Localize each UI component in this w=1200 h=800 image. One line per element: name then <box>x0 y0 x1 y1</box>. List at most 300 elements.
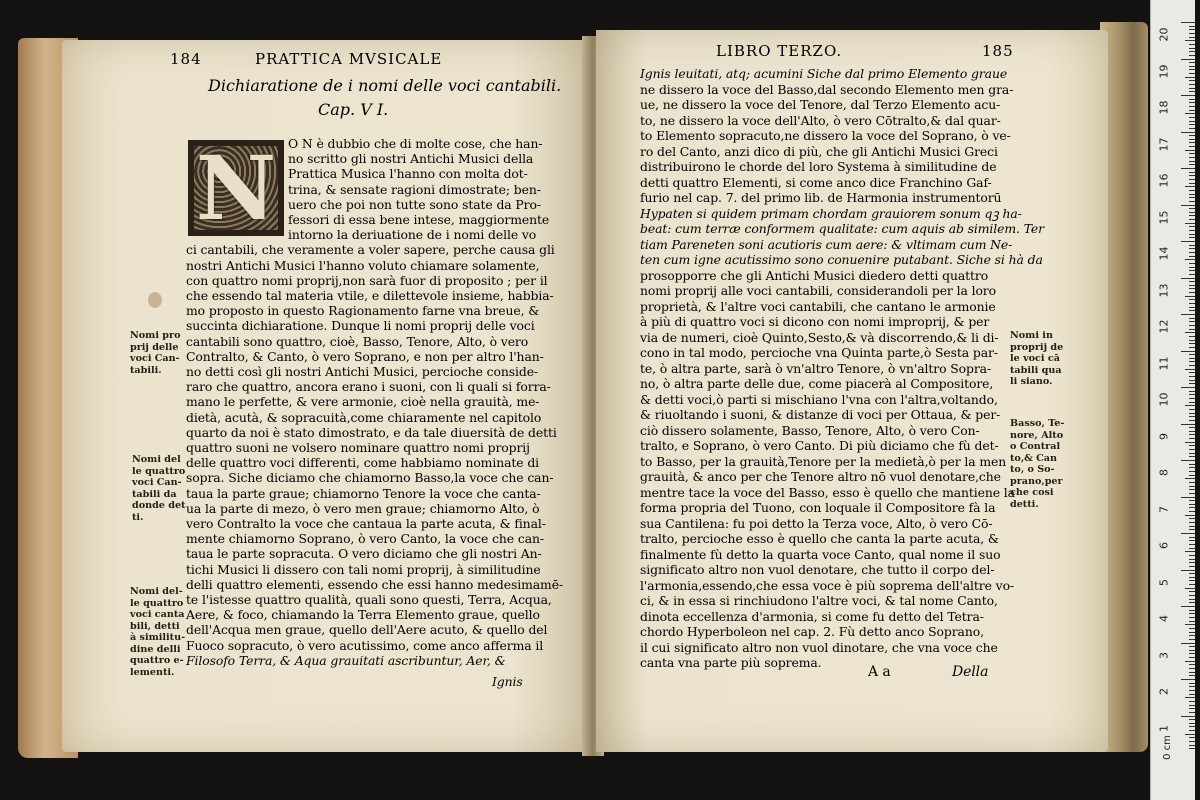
ruler-tick <box>1181 679 1195 680</box>
ruler-tick <box>1189 139 1195 140</box>
ruler-tick <box>1189 44 1195 45</box>
ruler-tick <box>1189 91 1195 92</box>
ruler-number: 8 <box>1157 469 1171 476</box>
ruler-tick <box>1189 500 1195 501</box>
margin-note-line: to, o So- <box>1010 464 1055 475</box>
ruler-tick <box>1189 102 1195 103</box>
text-line: no scritto gli nostri Antichi Musici della <box>288 151 534 167</box>
ruler-tick <box>1189 267 1195 268</box>
ruler-tick <box>1189 84 1195 85</box>
text-line: distribuirono le chorde del loro Systema à similitudine de <box>640 159 997 174</box>
ruler-tick <box>1189 26 1195 27</box>
ruler-tick <box>1189 288 1195 289</box>
ruler-tick <box>1189 270 1195 271</box>
ruler-tick <box>1189 559 1195 560</box>
ruler-tick <box>1189 37 1195 38</box>
text-line: ciò dissero solamente, Basso, Tenore, Alto, ò vero Con- <box>640 422 980 438</box>
ruler-tick <box>1189 471 1195 472</box>
ruler-tick <box>1181 59 1195 60</box>
margin-note-line: Basso, Te- <box>1010 418 1065 429</box>
ruler-tick <box>1189 274 1195 275</box>
ruler-tick <box>1189 730 1195 731</box>
ruler-tick <box>1189 110 1195 111</box>
ruler-tick <box>1189 62 1195 63</box>
text-line: che essendo tal materia vtile, e dilettevole insieme, habbia- <box>186 288 554 303</box>
ruler-tick <box>1189 164 1195 165</box>
margin-note-line: prano,per <box>1010 475 1063 487</box>
margin-note-line: lementi. <box>130 666 175 678</box>
ruler-tick <box>1189 48 1195 49</box>
ruler-tick <box>1189 303 1195 304</box>
text-line: intorno la deriuatione de i nomi delle vo <box>288 227 537 243</box>
text-line: vero Contralto la voce che cantaua la parte acuta, & final- <box>186 516 546 531</box>
ruler-tick <box>1189 708 1195 709</box>
ruler-tick <box>1189 179 1195 180</box>
ruler-tick <box>1189 664 1195 665</box>
ruler-tick <box>1189 748 1195 749</box>
ruler-tick <box>1189 292 1195 293</box>
text-line: finalmente fù detto la quarta voce Canto, qual nome il suo <box>640 546 1001 562</box>
ruler-tick <box>1189 562 1195 563</box>
ruler-number: 17 <box>1157 137 1171 151</box>
ruler-tick <box>1189 632 1195 633</box>
margin-note-line: prij delle <box>130 341 179 353</box>
ruler-number: 16 <box>1157 173 1171 188</box>
ruler-tick <box>1189 69 1195 70</box>
ruler-tick <box>1189 599 1195 600</box>
ruler-tick <box>1189 595 1195 596</box>
ruler-tick <box>1189 628 1195 629</box>
margin-note-line: che cosi <box>1010 487 1054 498</box>
text-line: detti quattro Elementi, si come anco dice Franchino Gaf- <box>640 174 992 190</box>
text-line: nostri Antichi Musici l'hanno voluto chiamare solamente, <box>186 257 540 273</box>
ruler-tick <box>1189 365 1195 366</box>
text-line: no, ò altra parte delle due, come piacerà al Compositore, <box>640 376 994 391</box>
ruler-tick <box>1189 639 1195 640</box>
text-line: ro del Canto, anzi dico di più, che gli Antichi Musici Greci <box>640 143 998 159</box>
ruler-tick <box>1189 635 1195 636</box>
left-running-head: PRATTICA MVSICALE <box>255 50 443 68</box>
ruler-tick <box>1181 278 1195 279</box>
ruler-tick <box>1189 245 1195 246</box>
ruler-unit: 0 cm <box>1161 735 1173 760</box>
ruler-number: 7 <box>1157 505 1171 513</box>
ruler-tick <box>1189 307 1195 308</box>
ruler-tick <box>1189 201 1195 202</box>
margin-note-line: à similitu- <box>130 632 186 643</box>
ruler-tick <box>1181 570 1195 571</box>
ruler-tick <box>1189 208 1195 209</box>
ruler-tick <box>1189 705 1195 706</box>
ruler-tick <box>1189 438 1195 439</box>
ruler-tick <box>1189 694 1195 695</box>
text-line: Contralto, & Canto, ò vero Soprano, e non per altro l'han- <box>186 348 544 364</box>
ruler-tick <box>1189 518 1195 519</box>
left-catchword: Ignis <box>492 674 523 689</box>
margin-note-line: tabili qua <box>1010 364 1062 376</box>
text-line: sopra. Siche diciamo che chiamorno Basso,la voce che can- <box>186 470 554 486</box>
text-line: dietà, acutà, & sopracuità,come chiaramente nel capitolo <box>186 409 542 425</box>
text-line: l'armonia,essendo,che essa voce è più soprema dell'altre vo- <box>640 577 1015 593</box>
chapter-label: Cap. V I. <box>318 100 389 119</box>
ruler-tick <box>1189 51 1195 52</box>
margin-note-line: li siano. <box>1010 376 1053 387</box>
ruler-tick <box>1189 106 1195 107</box>
right-catchword: Della <box>952 664 989 680</box>
ruler-tick <box>1181 533 1195 534</box>
ruler-tick <box>1189 256 1195 257</box>
ruler-tick <box>1189 157 1195 158</box>
ruler-tick <box>1189 318 1195 319</box>
ruler-tick <box>1189 33 1195 34</box>
ruler-number: 19 <box>1157 64 1171 78</box>
text-line: O N è dubbio che di molte cose, che han- <box>288 136 543 151</box>
ruler-tick <box>1189 66 1195 67</box>
ruler-number: 3 <box>1157 651 1171 659</box>
ruler-tick <box>1185 113 1195 114</box>
text-line: succinta dichiaratione. Dunque li nomi proprij delle voci <box>186 318 535 334</box>
ruler-number: 12 <box>1157 319 1171 334</box>
ruler-tick <box>1189 340 1195 341</box>
ruler-tick <box>1189 610 1195 611</box>
ruler-tick <box>1189 29 1195 30</box>
ruler-tick <box>1189 683 1195 684</box>
ruler-tick <box>1181 241 1195 242</box>
ruler-tick <box>1189 522 1195 523</box>
text-line: taua la parte graue; chiamorno Tenore la voce che canta- <box>186 485 541 501</box>
text-line: cantabili sono quattro, cioè, Basso, Tenore, Alto, ò vero <box>186 333 529 349</box>
text-line: to, ne dissero la voce dell'Alto, ò vero Cōtralto,& dal quar- <box>640 112 1001 128</box>
text-line: delli quattro elementi, essendo che essi hanno medesimamē- <box>186 576 564 592</box>
ruler-tick <box>1189 723 1195 724</box>
ruler-tick <box>1189 347 1195 348</box>
ruler-tick <box>1189 190 1195 191</box>
ruler-tick <box>1189 361 1195 362</box>
text-line: quattro suoni ne volsero nominare quattro nomi proprij <box>186 440 530 455</box>
margin-note-line: detti. <box>1010 498 1039 510</box>
ruler-tick <box>1185 259 1195 260</box>
ruler-tick <box>1189 234 1195 235</box>
ruler-tick <box>1189 197 1195 198</box>
text-line: forma propria del Tuono, con loquale il Compositore fà la <box>640 500 996 515</box>
ruler-tick <box>1189 194 1195 195</box>
ruler-number: 1 <box>1157 724 1171 732</box>
margin-note-line: tabili da <box>132 488 177 500</box>
ruler-tick <box>1181 132 1195 133</box>
ruler-tick <box>1189 653 1195 654</box>
ruler-tick <box>1189 464 1195 465</box>
margin-note-line: le quattro <box>130 597 184 609</box>
text-line: te l'istesse quattro qualità, quali sono questi, Terra, Acqua, <box>186 592 552 607</box>
ruler-number: 4 <box>1157 615 1171 622</box>
text-line: tralto, percioche esso è quello che canta la parte acuta, & <box>640 531 999 546</box>
ruler-tick <box>1189 212 1195 213</box>
text-line: con quattro nomi proprij,non sarà fuor di proposito ; per il <box>186 272 548 288</box>
ruler-tick <box>1189 577 1195 578</box>
ruler-tick <box>1189 358 1195 359</box>
ruler-tick <box>1181 95 1195 96</box>
ruler-number: 14 <box>1157 246 1171 261</box>
text-line: dell'Acqua men graue, quello dell'Aere acuto, & quello del <box>186 622 548 638</box>
ruler-number: 13 <box>1157 283 1171 297</box>
text-line: ci, & in essa si rinchiudono l'altre voci, & tal nome Canto, <box>640 593 998 608</box>
margin-note-line: nore, Alto <box>1010 429 1064 441</box>
ruler-tick <box>1181 497 1195 498</box>
text-line: canta vna parte più soprema. <box>640 655 822 670</box>
ruler-tick <box>1189 325 1195 326</box>
ruler-tick <box>1185 77 1195 78</box>
ruler-tick <box>1189 712 1195 713</box>
ruler-tick <box>1181 643 1195 644</box>
ruler-tick <box>1185 332 1195 333</box>
margin-note-line: tabili. <box>130 364 162 376</box>
ruler-tick <box>1189 172 1195 173</box>
ruler-tick <box>1189 219 1195 220</box>
ruler-tick <box>1189 230 1195 231</box>
ruler-tick <box>1189 153 1195 154</box>
ruler-tick <box>1181 716 1195 717</box>
ruler-tick <box>1185 150 1195 151</box>
ruler-tick <box>1189 434 1195 435</box>
ruler-tick <box>1189 183 1195 184</box>
text-line: raro che quattro, ancora erano i suoni, con li quali si forra- <box>186 379 551 395</box>
text-line: to Elemento sopracuto,ne dissero la voce del Soprano, ò ve- <box>640 128 1011 143</box>
ruler-tick <box>1181 387 1195 388</box>
margin-note-line: donde det <box>132 500 186 511</box>
text-line: ua la parte di mezo, ò vero men graue; chiamorno Alto, ò <box>186 500 540 516</box>
ruler-tick <box>1189 657 1195 658</box>
margin-note-line: voci canta <box>130 609 185 620</box>
ruler-tick <box>1189 402 1195 403</box>
ruler-tick <box>1189 73 1195 74</box>
ruler-tick <box>1181 606 1195 607</box>
ruler-tick <box>1189 453 1195 454</box>
ruler-tick <box>1189 646 1195 647</box>
text-line: mo proposto in questo Ragionamento farne vna breue, & <box>186 303 540 319</box>
ruler-tick <box>1185 624 1195 625</box>
ruler-tick <box>1189 285 1195 286</box>
ruler-tick <box>1189 726 1195 727</box>
ruler-tick <box>1189 161 1195 162</box>
ruler-tick <box>1189 299 1195 300</box>
ruler-tick <box>1189 486 1195 487</box>
ruler-tick <box>1185 588 1195 589</box>
text-line: to Basso, per la grauità,Tenore per la medietà,ò per la men <box>640 453 1007 469</box>
ruler-tick <box>1181 168 1195 169</box>
chapter-title: Dichiaratione de i nomi delle voci cantabili. <box>208 76 562 95</box>
text-line: cono in tal modo, percioche vna Quinta parte,ò Sesta par- <box>640 345 998 360</box>
margin-note-line: Nomi in <box>1010 330 1053 341</box>
ruler-tick <box>1189 237 1195 238</box>
ruler-tick <box>1189 675 1195 676</box>
ruler-tick <box>1189 690 1195 691</box>
ruler-tick <box>1189 621 1195 622</box>
initial-letter: N <box>195 136 277 240</box>
ruler-tick <box>1189 391 1195 392</box>
ruler-tick <box>1185 223 1195 224</box>
ruler-tick <box>1181 22 1195 23</box>
ruler-tick <box>1189 321 1195 322</box>
ruler-tick <box>1189 99 1195 100</box>
ruler-tick <box>1189 124 1195 125</box>
ruler-tick <box>1181 424 1195 425</box>
ruler-tick <box>1185 697 1195 698</box>
ruler-tick <box>1189 252 1195 253</box>
ruler-tick <box>1189 394 1195 395</box>
ruler-tick <box>1189 175 1195 176</box>
ruler-tick <box>1189 329 1195 330</box>
ruler-tick <box>1189 529 1195 530</box>
decorated-initial <box>188 136 284 240</box>
ruler-tick <box>1189 121 1195 122</box>
text-line: uero che poi non tutte sono state da Pro- <box>288 196 541 212</box>
ruler-tick <box>1189 416 1195 417</box>
text-line: tiam Pareneten soni acutioris cum aere: & vltimam cum Ne- <box>640 236 1013 252</box>
text-line: furio nel cap. 7. del primo lib. de Harmonia instrumentorū <box>640 190 1002 205</box>
ruler-tick <box>1185 405 1195 406</box>
ruler-number: 15 <box>1157 210 1171 224</box>
text-line: à più di quattro voci si dicono con nomi improprij, & per <box>640 314 990 329</box>
margin-note-line: dine delli <box>130 643 181 655</box>
text-line: nomi proprij alle voci cantabili, considerandoli per la loro <box>640 283 996 298</box>
ruler-tick <box>1189 544 1195 545</box>
ruler-tick <box>1189 737 1195 738</box>
ruler-tick <box>1189 526 1195 527</box>
ruler-tick <box>1189 142 1195 143</box>
ruler-tick <box>1189 398 1195 399</box>
margin-note-line: Nomi pro <box>130 330 181 341</box>
ruler-tick <box>1189 686 1195 687</box>
ruler-tick <box>1189 128 1195 129</box>
ruler-tick <box>1185 186 1195 187</box>
ruler-tick <box>1185 661 1195 662</box>
text-line: & detti voci,ò parti si mischiano l'vna con l'altra,voltando, <box>640 391 998 407</box>
ruler-tick <box>1189 226 1195 227</box>
margin-note-line: ti. <box>132 511 144 523</box>
ruler-tick <box>1189 482 1195 483</box>
ruler-tick <box>1185 515 1195 516</box>
text-line: ci cantabili, che veramente a voler sapere, perche causa gli <box>186 242 555 258</box>
ruler-tick <box>1189 566 1195 567</box>
text-line: Prattica Musica l'hanno con molta dot- <box>288 166 528 182</box>
ruler-tick <box>1189 573 1195 574</box>
margin-note-line: to,& Can <box>1010 452 1057 464</box>
ruler-tick <box>1181 460 1195 461</box>
text-line: significato altro non vuol denotare, che tutto il corpo del- <box>640 562 995 577</box>
ruler-tick <box>1189 504 1195 505</box>
ruler-tick <box>1189 354 1195 355</box>
ruler-tick <box>1189 420 1195 421</box>
ruler-number: 20 <box>1157 27 1171 42</box>
text-line: via de numeri, cioè Quinto,Sesto,& và discorrendo,& li di- <box>640 329 999 345</box>
text-line: Fuoco sopracuto, ò vero acutissimo, come anco afferma il <box>186 637 544 653</box>
ruler-tick <box>1185 369 1195 370</box>
margin-note-line: voci Can- <box>132 477 182 488</box>
signature-mark: A a <box>868 664 891 680</box>
ruler-tick <box>1185 551 1195 552</box>
ruler-tick <box>1189 540 1195 541</box>
margin-note-line: le voci cā <box>1010 353 1060 364</box>
text-line: tichi Musici li dissero con tali nomi proprij, à similitudine <box>186 561 541 577</box>
ruler-tick <box>1189 719 1195 720</box>
text-line: mente chiamorno Soprano, ò vero Canto, la voce che can- <box>186 531 544 547</box>
ruler-tick <box>1189 584 1195 585</box>
ruler-tick <box>1185 734 1195 735</box>
left-page-number: 184 <box>170 50 202 68</box>
ruler-tick <box>1189 427 1195 428</box>
margin-note-line: bili, detti <box>130 620 180 632</box>
ruler-tick <box>1189 445 1195 446</box>
ruler-tick <box>1181 205 1195 206</box>
ruler-tick <box>1189 617 1195 618</box>
text-line: fessori di essa bene intese, maggiormente <box>288 212 550 227</box>
ruler-tick <box>1189 343 1195 344</box>
ruler-tick <box>1189 431 1195 432</box>
ruler-tick <box>1189 467 1195 468</box>
ruler-number: 6 <box>1157 542 1171 549</box>
ruler-tick <box>1189 263 1195 264</box>
margin-note-line: proprij de <box>1010 341 1064 353</box>
text-line: taua le parte sopracuta. O vero diciamo che gli nostri An- <box>186 546 542 562</box>
ruler-number: 18 <box>1157 100 1171 115</box>
text-line: il cui significato altro non vuol dinotare, che vna voce che <box>640 639 998 655</box>
ruler-tick <box>1189 580 1195 581</box>
ruler-tick <box>1189 55 1195 56</box>
text-line: grauità, & anco per che Tenore altro nō vuol denotare,che <box>640 469 1001 484</box>
ruler-tick <box>1189 701 1195 702</box>
right-running-head: LIBRO TERZO. <box>716 42 843 60</box>
text-line: no detti così gli nostri Antichi Musici, percioche conside- <box>186 364 539 379</box>
ruler-tick <box>1189 135 1195 136</box>
ruler-tick <box>1185 40 1195 41</box>
ruler-tick <box>1189 117 1195 118</box>
text-line: Aere, & foco, chiamando la Terra Elemento graue, quello <box>186 607 540 623</box>
margin-note-line: o Contral <box>1010 441 1061 452</box>
ruler-tick <box>1189 281 1195 282</box>
ruler-tick <box>1189 591 1195 592</box>
ruler-tick <box>1189 310 1195 311</box>
ruler-tick <box>1189 146 1195 147</box>
ruler-tick <box>1189 449 1195 450</box>
margin-note-line: voci Can- <box>130 353 180 364</box>
text-line: ten cum igne acutissimo sono conuenire putabant. Siche si hà da <box>640 252 1043 267</box>
text-line: beat: cum terræ conformem qualitate: cum aquis ab similem. Ter <box>640 221 1044 236</box>
ruler-tick <box>1189 475 1195 476</box>
text-line: te, ò altra parte, sarà ò vn'altro Tenore, ò vn'altro Sopra- <box>640 360 992 376</box>
text-line: delle quattro voci differenti, come habbiamo nominate di <box>186 455 540 471</box>
ruler-number: 2 <box>1157 688 1171 695</box>
text-line: mentre tace la voce del Basso, esso è quello che mantiene la <box>640 484 1015 500</box>
ruler-number: 10 <box>1157 392 1171 407</box>
ruler-tick <box>1189 336 1195 337</box>
ruler-tick <box>1189 489 1195 490</box>
margin-note-line: Nomi del <box>132 454 181 465</box>
ruler-tick <box>1189 456 1195 457</box>
ruler-tick <box>1189 741 1195 742</box>
text-line: Filosofo Terra, & Aqua grauitati ascribuntur, Aer, & <box>186 652 506 668</box>
text-line: sua Cantilena: fu poi detto la Terza voce, Alto, ò vero Cō- <box>640 515 993 531</box>
ruler-tick <box>1189 376 1195 377</box>
text-line: dinota eccellenza d'armonia, si come fu detto del Tetra- <box>640 608 984 624</box>
ruler-number: 9 <box>1157 432 1171 440</box>
ink-stain <box>148 292 162 308</box>
ruler-tick <box>1189 668 1195 669</box>
ruler-tick <box>1189 215 1195 216</box>
ruler-tick <box>1185 296 1195 297</box>
ruler-tick <box>1189 537 1195 538</box>
text-line: tralto, e Soprano, ò vero Canto. Di più diciamo che fù det- <box>640 438 999 453</box>
ruler-tick <box>1181 314 1195 315</box>
